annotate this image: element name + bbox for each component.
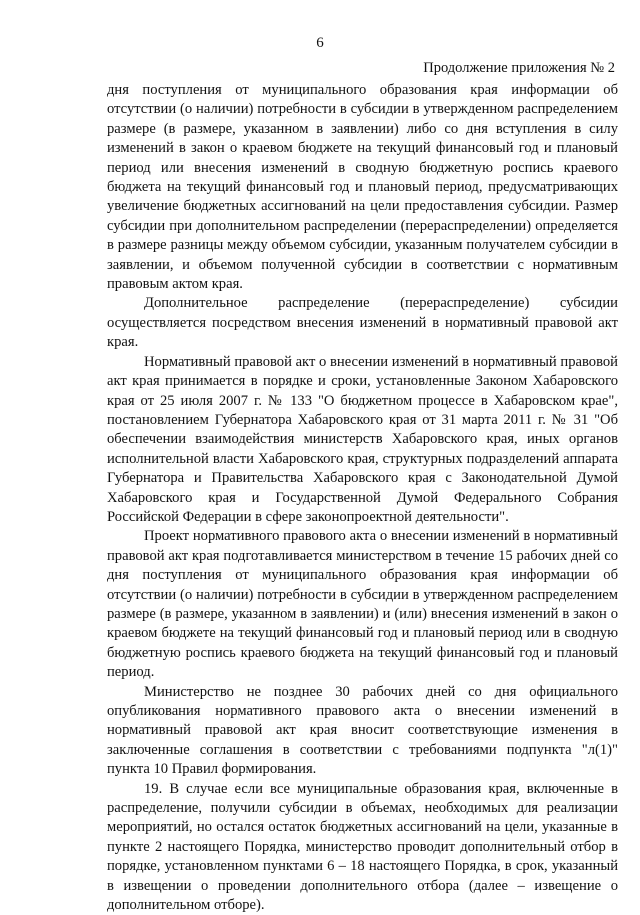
paragraph-legal-act: Нормативный правовой акт о внесении изменений в нормативный правовой акт края принимается в порядке и сроки, установленные Законом Хабаровского края от 25 июля 2007 г. № 133 "О бюджетном процессе в Хабаровском крае", постановлением Губернатора Хабаровского края от 31 марта 2011 г. № 31 "Об обеспечении взаимодействия министерств Хабаровского края, иных органов исполнительной власти Хабаровского края, структурных подразделений аппарата Губернатора и Правительства Хабаровского края с Законодательной Думой Хабаровского края и Государственной Думой Федерального Собрания Российской Федерации в сфере законопроектной деятельности".: [107, 353, 618, 525]
paragraph-continuation: дня поступления от муниципального образования края информации об отсутствии (о наличии) потребности в субсидии в утвержденном распределением размере (в размере, указанном в заявлении) либо со дня вступления в силу изменений в закон о краевом бюджете на текущий финансовый год и плановый период или внесения изменений в сводную бюджетную роспись краевого бюджета на текущий финансовый год и плановый период, предусматривающих увеличение бюджетных ассигнований на цели предоставления субсидии. Размер субсидии при дополнительном распределении (перераспределении) определяется в размере разницы между объемом субсидии, указанным получателем субсидии в заявлении, и объемом полученной субсидии в соответствии с нормативным правовым актом края.: [107, 82, 618, 293]
page-number: 6: [316, 35, 324, 51]
paragraph-redistribution: Дополнительное распределение (перераспределение) субсидии осуществляется посредством внесения изменений в нормативный правовой акт края.: [107, 295, 618, 351]
appendix-continuation-note: Продолжение приложения № 2: [423, 60, 615, 76]
paragraph-item-19: 19. В случае если все муниципальные образования края, включенные в распределение, получили субсидии в объемах, необходимых для реализации мероприятий, но остался остаток бюджетных ассигнований на цели, указанные в пункте 2 настоящего Порядка, министерство проводит дополнительный отбор в порядке, установленном пунктами 6 – 18 настоящего Порядка, в срок, указанный в извещении о проведении дополнительного отбора (далее – извещение о дополнительном отборе).: [107, 780, 618, 914]
document-body: [107, 81, 618, 915]
paragraph-draft-act: Проект нормативного правового акта о внесении изменений в нормативный правовой акт края подготавливается министерством в течение 15 рабочих дней со дня поступления от муниципального образования края информации об отсутствии (о наличии) потребности в субсидии в утвержденном распределением размере (в размере, указанном в заявлении) и (или) внесения изменений в закон о краевом бюджете на текущий финансовый год и плановый период или в сводную бюджетную роспись краевого бюджета на текущий финансовый год и плановый период.: [107, 528, 618, 681]
paragraph-ministry-deadline: Министерство не позднее 30 рабочих дней со дня официального опубликования нормативного правового акта о внесении изменений в нормативный правовой акт края вносит соответствующие изменения в заключенные соглашения в соответствии с требованиями подпункта "л(1)" пункта 10 Правил формирования.: [107, 683, 618, 778]
